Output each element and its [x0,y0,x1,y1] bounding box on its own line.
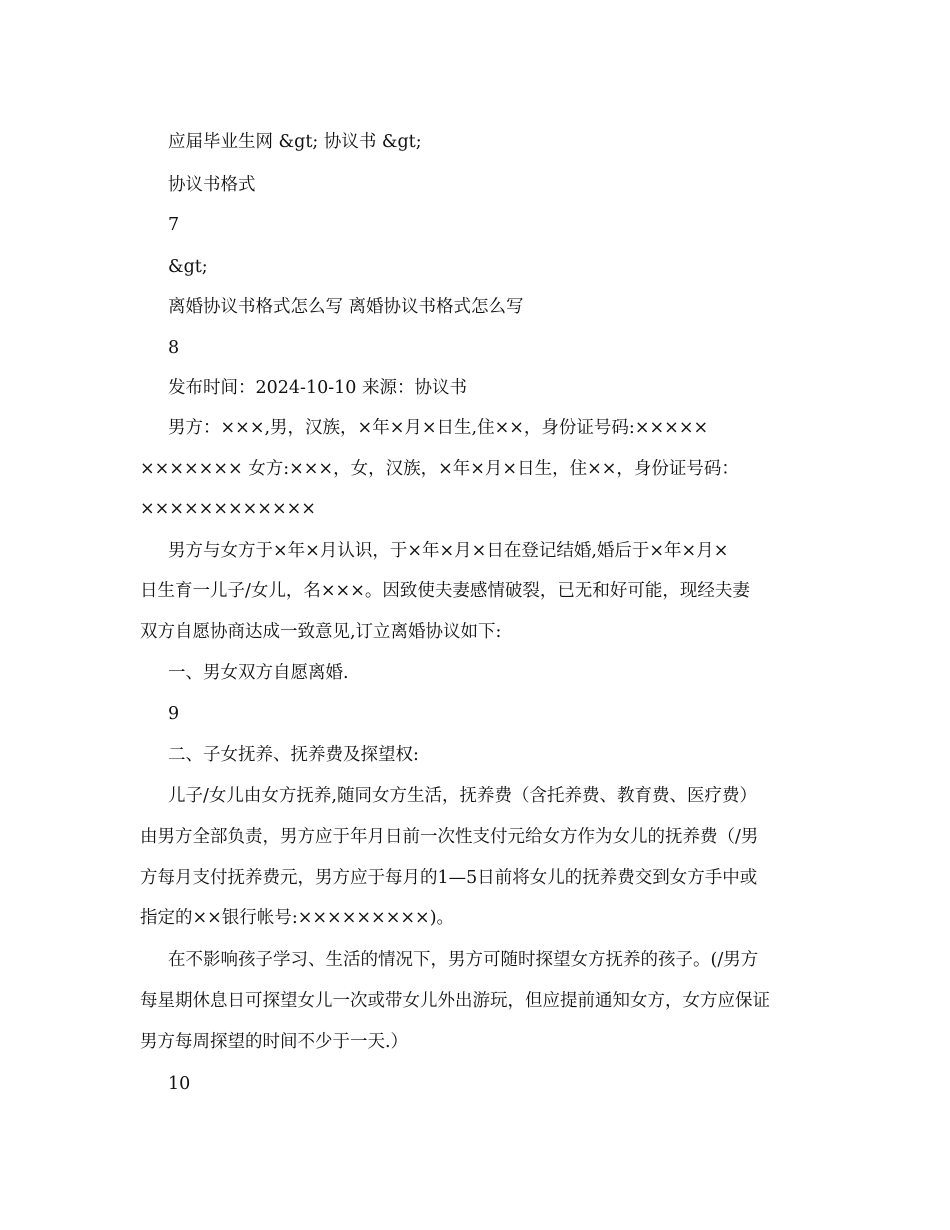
visitation-paragraph-line: 每星期休息日可探望女儿一次或带女儿外出游玩，但应提前通知女方，女方应保证 [140,991,770,1011]
intro-paragraph-line: 男方与女方于×年×月认识，于×年×月×日在登记结婚,婚后于×年×月× [168,541,729,561]
party-info-line: ××××××× 女方:×××，女，汉族，×年×月×日生，住××，身份证号码： [140,459,739,479]
custody-paragraph-line: 由男方全部负责，男方应于年月日前一次性支付元给女方作为女儿的抚养费（/男 [140,827,759,847]
party-info-line: ×××××××××××× [140,499,316,519]
custody-paragraph-line: 儿子/女儿由女方抚养,随同女方生活，抚养费（含托养费、教育费、医疗费） [168,786,757,806]
page-marker: 7 [168,215,180,235]
clause-2-heading: 二、子女抚养、抚养费及探望权: [168,745,419,765]
page-title: 离婚协议书格式怎么写 离婚协议书格式怎么写 [168,297,524,317]
intro-paragraph-line: 日生育一儿子/女儿，名×××。因致使夫妻感情破裂，已无和好可能，现经夫妻 [140,581,750,601]
custody-paragraph-line: 方每月支付抚养费元，男方应于每月的1—5日前将女儿的抚养费交到女方手中或 [140,868,758,888]
visitation-paragraph-line: 男方每周探望的时间不少于一天.） [140,1032,409,1052]
breadcrumb: 应届毕业生网 &gt; 协议书 &gt; [168,132,422,152]
publish-meta: 发布时间：2024-10-10 来源：协议书 [168,378,467,398]
page-marker: 8 [168,338,180,358]
visitation-paragraph-line: 在不影响孩子学习、生活的情况下，男方可随时探望女方抚养的孩子。(/男方 [168,950,759,970]
clause-1: 一、男女双方自愿离婚. [168,663,349,683]
separator-text: &gt; [168,257,208,277]
page-marker: 10 [168,1074,191,1094]
intro-paragraph-line: 双方自愿协商达成一致意见,订立离婚协议如下: [140,622,502,642]
party-info-line: 男方：×××,男，汉族，×年×月×日生,住××，身份证号码:××××× [168,418,709,438]
custody-paragraph-line: 指定的××银行帐号:×××××××××)。 [140,908,455,928]
page-marker: 9 [168,704,180,724]
category-label: 协议书格式 [168,175,256,195]
